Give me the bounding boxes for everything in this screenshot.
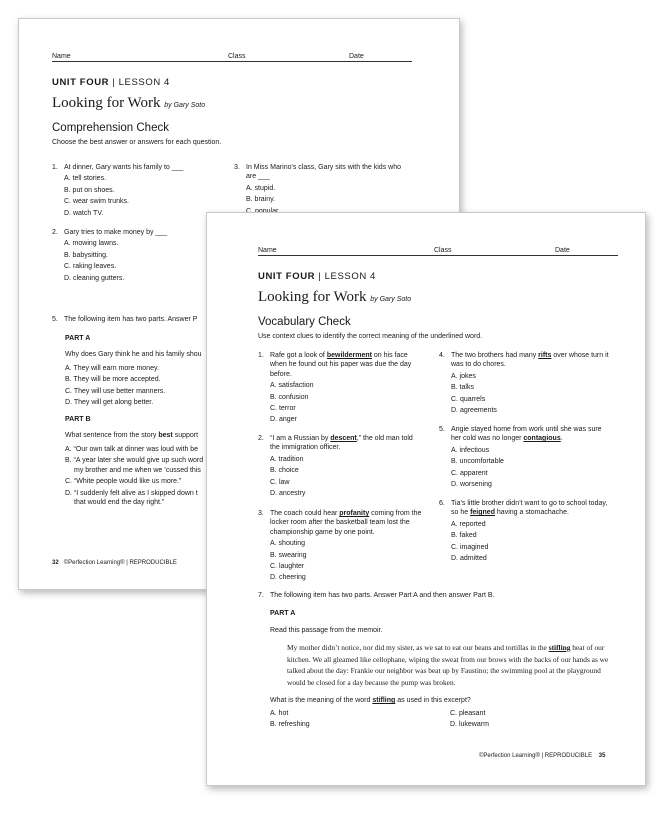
copyright: ©Perfection Learning® | REPRODUCIBLE xyxy=(479,753,593,759)
vocab-word: stifling xyxy=(372,697,396,704)
question-text: support xyxy=(172,432,199,439)
answer-option[interactable]: A. They will earn more money. xyxy=(65,365,159,372)
question-number: 3. xyxy=(258,510,264,517)
question-number: 2. xyxy=(52,229,58,236)
question-number: 6. xyxy=(439,500,445,507)
answer-option[interactable]: B. “A year later she would give up such word xyxy=(65,457,204,465)
answer-option[interactable]: B. uncomfortable xyxy=(451,458,504,466)
question-stem xyxy=(270,434,424,453)
question-number: 7. xyxy=(258,592,264,599)
answer-option[interactable]: A. shouting xyxy=(270,540,306,548)
question-5 xyxy=(439,425,609,489)
passage-text: My mother didn’t notice, nor did my sister, as we sat to eat our beans and tortillas in the xyxy=(287,643,549,652)
section-heading: Vocabulary Check xyxy=(258,316,351,328)
story-title xyxy=(52,95,205,112)
answer-option[interactable]: B. swearing xyxy=(270,551,307,559)
question-stem xyxy=(451,499,609,518)
question-number: 4. xyxy=(439,352,445,359)
page-number: 32 xyxy=(52,560,59,566)
title-text: Looking for Work xyxy=(258,289,367,305)
vocab-word: bewilderment xyxy=(326,352,372,359)
answer-option[interactable]: D. watch TV. xyxy=(64,209,104,217)
answer-option[interactable]: D. admitted xyxy=(451,555,487,563)
unit-lesson: UNIT FOUR | LESSON 4 xyxy=(258,271,376,282)
question-2 xyxy=(258,434,424,498)
answer-option[interactable]: C. terror xyxy=(270,405,296,413)
answer-option[interactable]: A. infectious xyxy=(451,446,490,454)
answer-option[interactable]: C. They will use better manners. xyxy=(65,387,166,395)
copyright: ©Perfection Learning® | REPRODUCIBLE xyxy=(63,560,177,566)
title-text: Looking for Work xyxy=(52,95,161,111)
question-stem xyxy=(270,351,424,379)
vocab-word: contagious xyxy=(523,435,561,443)
answer-option[interactable]: C. wear swim trunks. xyxy=(64,198,129,206)
passage-question xyxy=(270,696,610,705)
student-header xyxy=(52,53,412,62)
answer-option[interactable]: A. tell stories. xyxy=(64,175,107,183)
section-heading: Comprehension Check xyxy=(52,122,169,134)
story-title xyxy=(258,289,411,306)
byline: by Gary Soto xyxy=(164,102,206,109)
stem-text: ,” the old man told the immigration officer. xyxy=(270,435,413,452)
part-a-label: PART A xyxy=(270,610,296,617)
answer-option[interactable]: D. “I suddenly felt alive as I skipped down t xyxy=(65,489,198,497)
question-stem xyxy=(451,425,609,444)
question-4 xyxy=(439,351,609,415)
vocab-word: descent xyxy=(330,435,357,442)
emphasis-word: best xyxy=(158,432,173,439)
question-stem: Gary tries to make money by ___ xyxy=(64,229,168,236)
stem-text: having a stomachache. xyxy=(494,509,569,517)
answer-option[interactable]: A. jokes xyxy=(451,372,476,380)
passage-text: heat of our kitchen. We all gleamed like cellophane, wiping the sweat from our brows with the backs of our hands as we talked about the day: Frankie our neighbor was beat up by Faustino; the swimming pool at the playground would be closed for a day because the pump was broken. xyxy=(287,643,609,687)
class-field: Class xyxy=(228,53,349,62)
question-number: 5. xyxy=(52,316,58,323)
answer-option-continued: my brother and me when we ’cussed this xyxy=(74,466,201,474)
question-stem: The following item has two parts. Answer Part A and then answer Part B. xyxy=(270,592,495,599)
question-text: What is the meaning of the word xyxy=(270,697,373,704)
page-number: 35 xyxy=(598,753,606,759)
answer-option[interactable]: D. agreements xyxy=(451,407,497,415)
answer-option[interactable]: C. apparent xyxy=(451,469,488,477)
answer-option[interactable]: A. satisfaction xyxy=(270,382,314,390)
answer-option[interactable]: C. laughter xyxy=(270,563,305,571)
part-a-question: Why does Gary think he and his family shou xyxy=(65,351,202,358)
stem-text: Angie stayed home from work until she was sure her cold was no longer xyxy=(451,426,602,443)
memoir-passage xyxy=(287,642,617,688)
part-a-label: PART A xyxy=(65,335,91,342)
answer-option[interactable]: B. faked xyxy=(451,532,477,540)
answer-option[interactable]: D. anger xyxy=(270,416,297,424)
answer-option[interactable]: C. imagined xyxy=(451,543,489,551)
stem-text: over whose turn it was to do chores. xyxy=(451,352,609,369)
question-number: 3. xyxy=(234,164,240,171)
stem-text: Rafe got a look of xyxy=(270,352,327,359)
instructions: Use context clues to identify the correct meaning of the underlined word. xyxy=(258,333,483,340)
answer-option[interactable]: D. lukewarm xyxy=(450,721,489,728)
lesson-label: LESSON 4 xyxy=(324,271,376,282)
answer-option[interactable]: A. tradition xyxy=(270,455,304,463)
question-stem: At dinner, Gary wants his family to ___ xyxy=(64,164,184,171)
name-field: Name xyxy=(52,53,228,62)
question-7 xyxy=(258,591,618,600)
vocab-word: feigned xyxy=(470,509,495,517)
front-worksheet-page xyxy=(206,212,646,786)
answer-option[interactable]: C. “White people would like us more.” xyxy=(65,478,182,486)
vocab-word: profanity xyxy=(339,510,370,517)
question-stem xyxy=(451,351,609,370)
question-stem: In Miss Marino's class, Gary sits with the kids who are ___ xyxy=(246,164,401,181)
question-1 xyxy=(258,351,424,425)
question-stem: The following item has two parts. Answer P xyxy=(64,316,198,323)
answer-option-continued: that would end the day right.” xyxy=(74,499,165,507)
question-number: 1. xyxy=(52,164,58,171)
question-3 xyxy=(234,163,404,216)
answer-option[interactable]: C. raking leaves. xyxy=(64,263,117,271)
answer-option[interactable]: D. cleaning gutters. xyxy=(64,274,125,282)
stem-text: “I am a Russian by xyxy=(270,435,331,442)
answer-option[interactable]: D. ancestry xyxy=(270,490,306,498)
question-3 xyxy=(258,509,424,583)
instructions: Choose the best answer or answers for each question. xyxy=(52,139,222,146)
stem-text: on his face when he found out his paper was due the day before. xyxy=(270,352,412,378)
vocab-word: rifts xyxy=(538,352,552,359)
answer-option[interactable]: B. talks xyxy=(451,384,474,392)
stem-text: The coach could hear xyxy=(270,510,340,517)
answer-option[interactable]: B. babysitting. xyxy=(64,251,108,259)
answer-option[interactable]: A. mowing lawns. xyxy=(64,240,119,248)
question-number: 5. xyxy=(439,426,445,433)
lesson-label: LESSON 4 xyxy=(118,77,170,88)
answer-option[interactable]: D. worsening xyxy=(451,481,492,489)
answer-option[interactable]: B. They will be more accepted. xyxy=(65,376,161,384)
answer-option[interactable]: A. hot xyxy=(270,710,289,717)
read-instruction: Read this passage from the memoir. xyxy=(270,627,383,634)
vocab-word: stifling xyxy=(548,643,571,652)
question-6 xyxy=(439,499,609,563)
stem-text: coming from the locker room after the basketball team lost the championship game by one point. xyxy=(270,510,422,536)
stem-text: . xyxy=(560,435,563,443)
answer-option[interactable]: C. law xyxy=(270,478,290,486)
question-1 xyxy=(52,163,222,218)
question-2 xyxy=(52,228,222,283)
stem-text: The two brothers had many xyxy=(451,352,539,359)
date-field: Date xyxy=(349,53,412,62)
answer-option[interactable]: C. pleasant xyxy=(450,710,486,717)
question-number: 1. xyxy=(258,352,264,359)
unit-label: UNIT FOUR xyxy=(52,77,110,88)
answer-option[interactable]: D. cheering xyxy=(270,574,306,582)
front-footer xyxy=(479,753,605,759)
answer-option[interactable]: D. They will get along better. xyxy=(65,399,154,407)
unit-lesson: UNIT FOUR | LESSON 4 xyxy=(52,77,170,88)
answer-option[interactable]: A. reported xyxy=(451,520,486,528)
answer-option[interactable]: A. “Our own talk at dinner was loud with be xyxy=(65,446,199,453)
question-text: as used in this excerpt? xyxy=(395,697,471,704)
stem-text: Tia’s little brother didn’t want to go to school today, so he xyxy=(451,500,608,517)
question-text: What sentence from the story xyxy=(65,432,159,439)
question-number: 2. xyxy=(258,435,264,442)
date-field: Date xyxy=(555,247,618,256)
answer-option[interactable]: A. stupid. xyxy=(246,184,276,192)
answer-option[interactable]: B. choice xyxy=(270,467,299,475)
question-stem xyxy=(270,509,424,537)
name-field: Name xyxy=(258,247,434,256)
answer-option[interactable]: B. put on shoes. xyxy=(64,186,115,194)
answer-option[interactable]: B. brainy. xyxy=(246,196,276,204)
answer-option[interactable]: B. refreshing xyxy=(270,721,310,728)
answer-option[interactable]: C. quarrels xyxy=(451,395,486,403)
part-b-label: PART B xyxy=(65,416,91,423)
class-field: Class xyxy=(434,247,555,256)
student-header xyxy=(258,247,618,256)
back-footer xyxy=(52,560,177,566)
answer-option[interactable]: B. confusion xyxy=(270,393,309,401)
byline: by Gary Soto xyxy=(370,296,412,303)
unit-label: UNIT FOUR xyxy=(258,271,316,282)
